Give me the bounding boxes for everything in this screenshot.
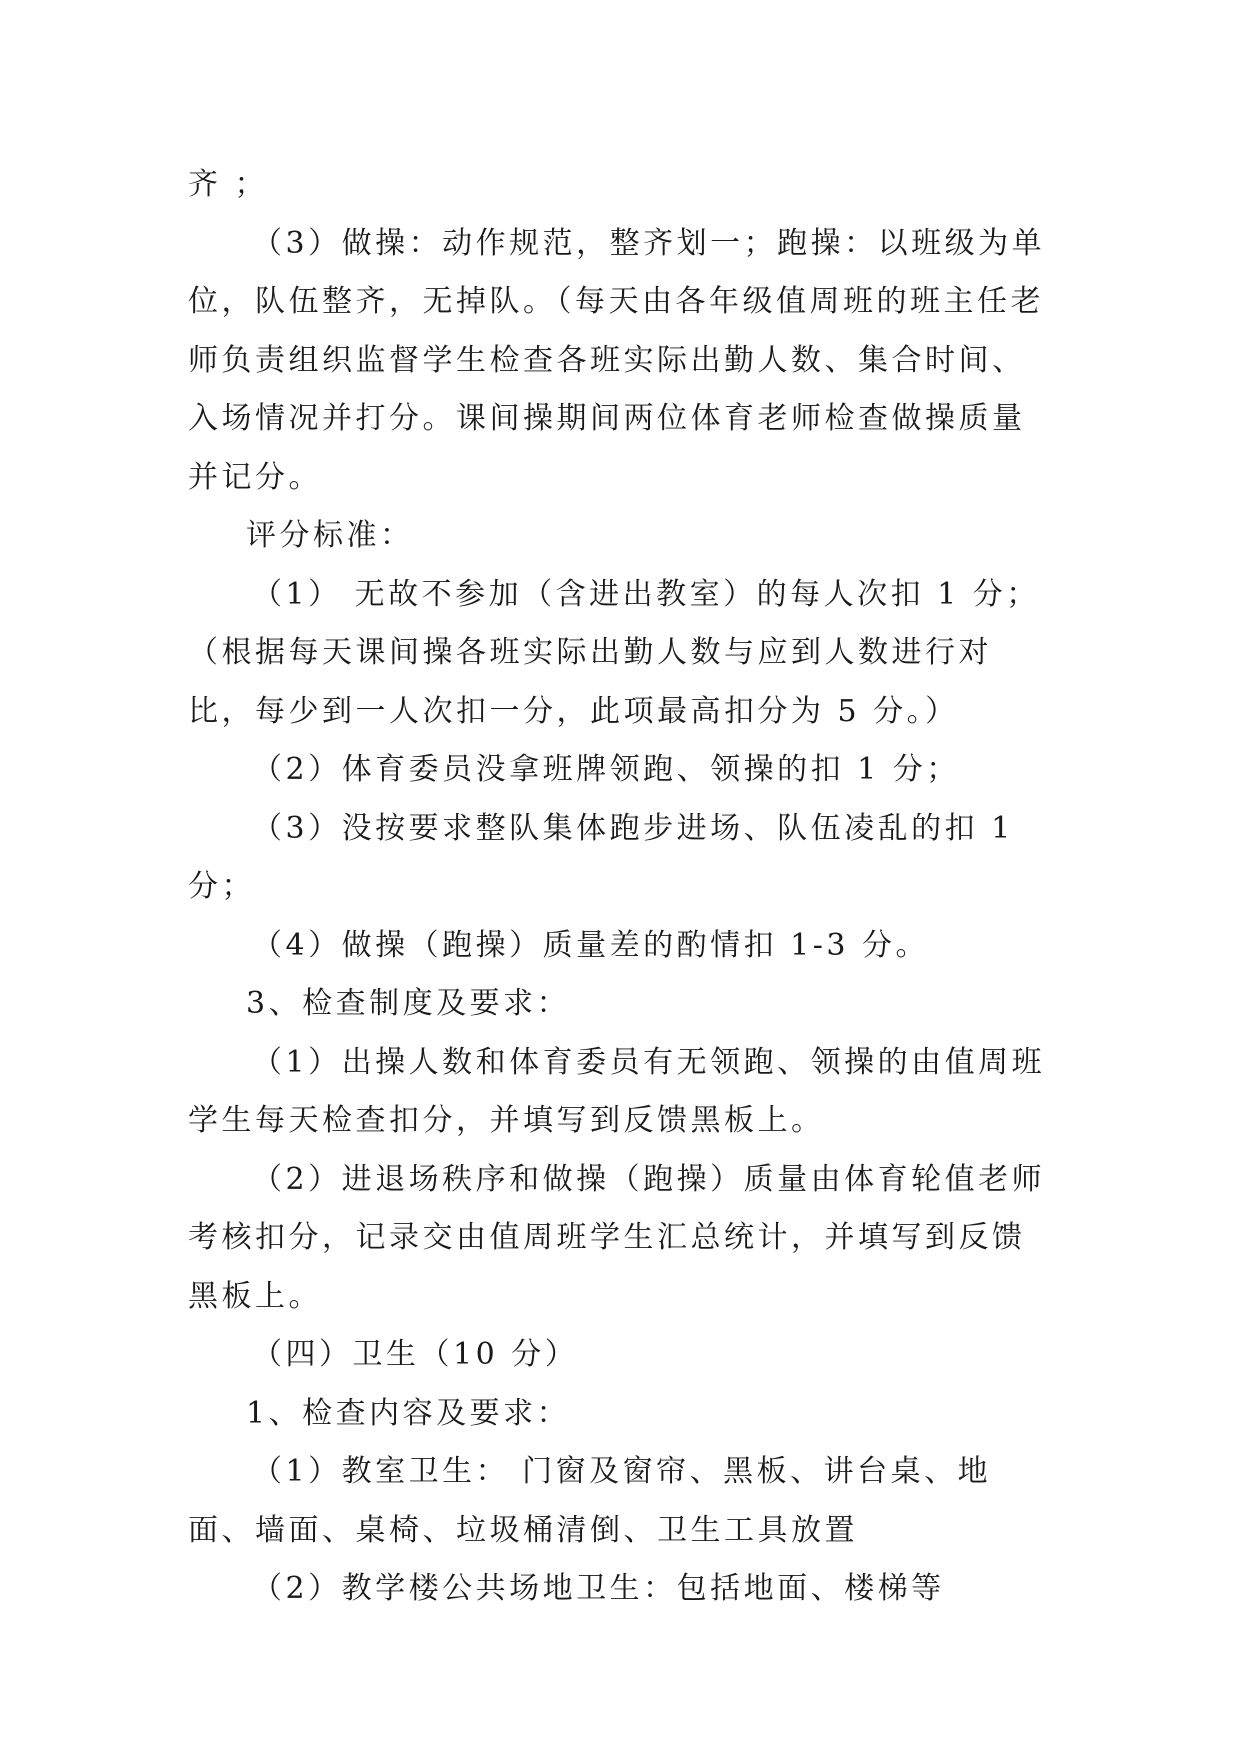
paragraph-exercise-requirement: （3）做操：动作规范，整齐划一；跑操：以班级为单位，队伍整齐，无掉队。（每天由各年级值周班的班主任老师负责组织监督学生检查各班实际出勤人数、集合时间、入场情况并打分。课间操期间两位体育老师检查做操质量并记分。 [188,225,1046,495]
paragraph-scoring-item-4: （4）做操（跑操）质量差的酌情扣 1-3 分。 [252,927,929,963]
paragraph-scoring-item-3: （3）没按要求整队集体跑步进场、队伍凌乱的扣 1 分； [188,810,1027,904]
paragraph-scoring-item-1: （1） 无故不参加（含进出教室）的每人次扣 1 分；（根据每天课间操各班实际出勤人数与应到人数进行对比，每少到一人次扣一分，此项最高扣分为 5 分。） [188,576,1040,729]
paragraph-hygiene-item-1: （1）教室卫生： 门窗及窗帘、黑板、讲台桌、地面、墙面、桌椅、垃圾桶清倒、卫生工具放置 [188,1454,992,1548]
paragraph-hygiene-content-heading: 1、检查内容及要求： [246,1395,571,1431]
paragraph-inspection-heading: 3、检查制度及要求： [246,986,571,1021]
paragraph-continuation: 齐 ； [188,167,269,202]
paragraph-inspection-item-2: （2）进退场秩序和做操（跑操）质量由体育轮值老师考核扣分，记录交由值周班学生汇总统计，并填写到反馈黑板上。 [188,1161,1046,1314]
paragraph-scoring-heading: 评分标准： [246,518,414,553]
section-heading-hygiene: （四）卫生（10 分） [252,1337,579,1372]
paragraph-hygiene-item-2: （2）教学楼公共场地卫生：包括地面、楼梯等 [252,1571,945,1606]
paragraph-scoring-item-2: （2）体育委员没拿班牌领跑、领操的扣 1 分； [252,752,960,787]
paragraph-inspection-item-1: （1）出操人数和体育委员有无领跑、领操的由值周班学生每天检查扣分，并填写到反馈黑板上。 [188,1044,1046,1138]
document-body [188,156,1058,1619]
